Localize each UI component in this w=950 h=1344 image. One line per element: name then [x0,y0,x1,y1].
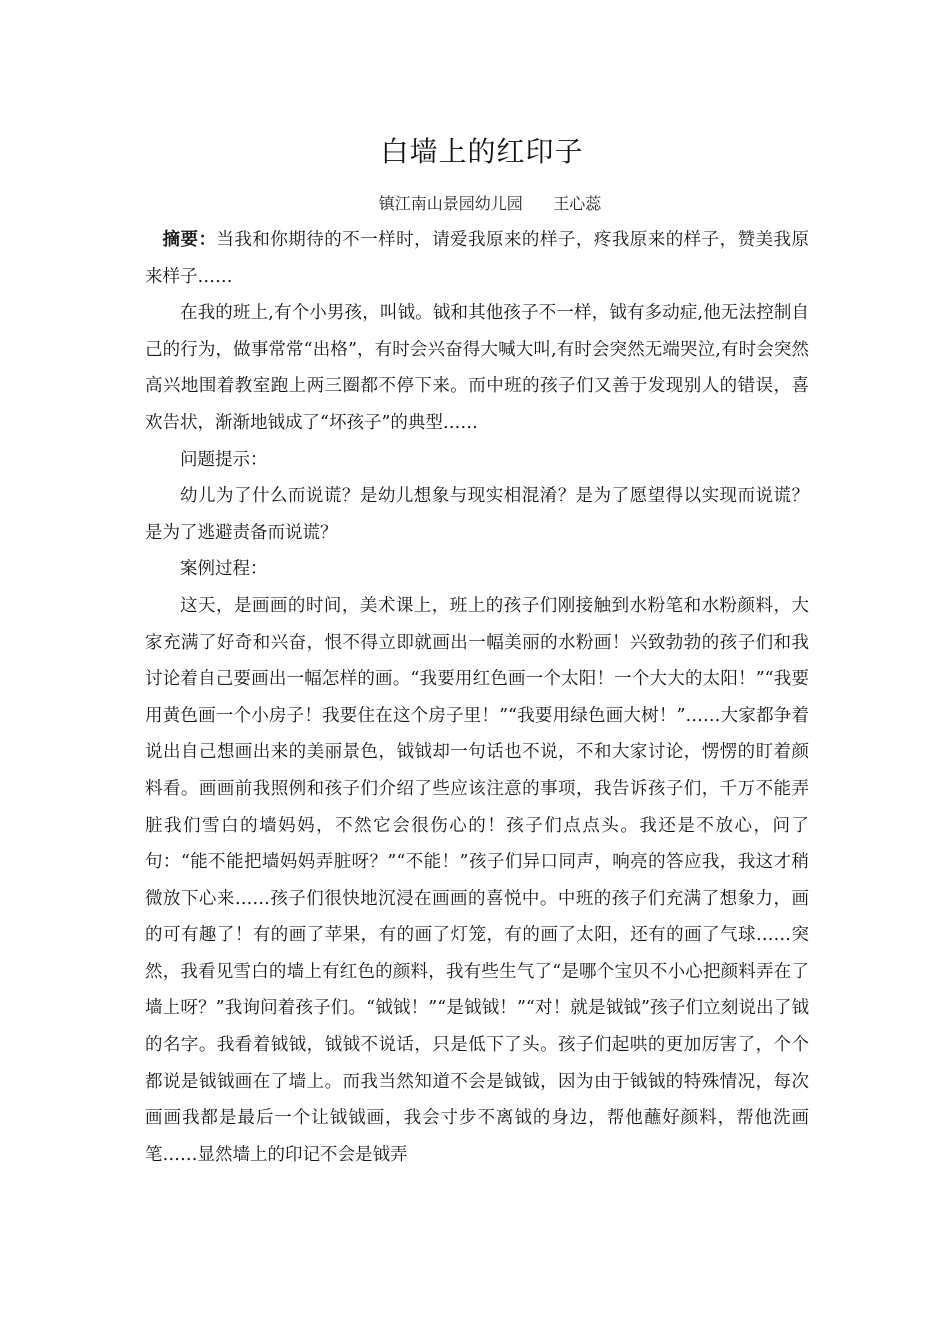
author-byline: 镇江南山景园幼儿园 王心蕊 [378,194,602,213]
document-title: 白墙上的红印子 [380,135,584,168]
abstract-paragraph [145,222,809,295]
section-heading-problem: 问题提示： [180,449,268,470]
body-paragraph: 这天，是画画的时间，美术课上，班上的孩子们刚接触到水粉笔和水粉颜料，大家充满了好奇和兴奋，恨不得立即就画出一幅美丽的水粉画！兴致勃勃的孩子们和我讨论着自己要画出一幅怎样的画。“我要用红色画一个太阳！一个大大的太阳！”“我要用黄色画一个小房子！我要住在这个房子里！”“我要用绿色画大树！”……大家都争着说出自己想画出来的美丽景色，钺钺却一句话也不说，不和大家讨论，愣愣的盯着颜料看。画画前我照例和孩子们介绍了些应该注意的事项，我告诉孩子们，千万不能弄脏我们雪白的墙妈妈，不然它会很伤心的！孩子们点点头。我还是不放心，问了句：“能不能把墙妈妈弄脏呀？”“不能！”孩子们异口同声，响亮的答应我，我这才稍微放下心来……孩子们很快地沉浸在画画的喜悦中。中班的孩子们充满了想象力，画的可有趣了！有的画了苹果，有的画了灯笼，有的画了太阳，还有的画了气球……突然，我看见雪白的墙上有红色的颜料，我有些生气了“是哪个宝贝不小心把颜料弄在了墙上呀？”我询问着孩子们。“钺钺！”“是钺钺！”“对！就是钺钺”孩子们立刻说出了钺的名字。我看着钺钺，钺钺不说话，只是低下了头。孩子们起哄的更加厉害了，个个都说是钺钺画在了墙上。而我当然知道不会是钺钺，因为由于钺钺的特殊情况，每次画画我都是最后一个让钺钺画，我会寸步不离钺的身边，帮他蘸好颜料，帮他洗画笔……显然墙上的印记不会是钺弄 [145,595,809,1165]
abstract-label: 摘要： [162,230,217,250]
document-body [145,222,809,1173]
body-paragraph: 在我的班上,有个小男孩，叫钺。钺和其他孩子不一样，钺有多动症,他无法控制自己的行为，做事常常“出格”，有时会兴奋得大喊大叫,有时会突然无端哭泣,有时会突然高兴地围着教室跑上两三圈都不停下来。而中班的孩子们又善于发现别人的错误，喜欢告状，渐渐地钺成了“坏孩子”的典型…… [145,303,809,433]
section-heading-case: 案例过程： [180,559,268,580]
abstract-text: 当我和你期待的不一样时，请爱我原来的样子，疼我原来的样子，赞美我原来样子…… [145,230,810,287]
body-paragraph: 幼儿为了什么而说谎？是幼儿想象与现实相混淆？是为了愿望得以实现而说谎？是为了逃避责备而说谎？ [145,486,809,543]
